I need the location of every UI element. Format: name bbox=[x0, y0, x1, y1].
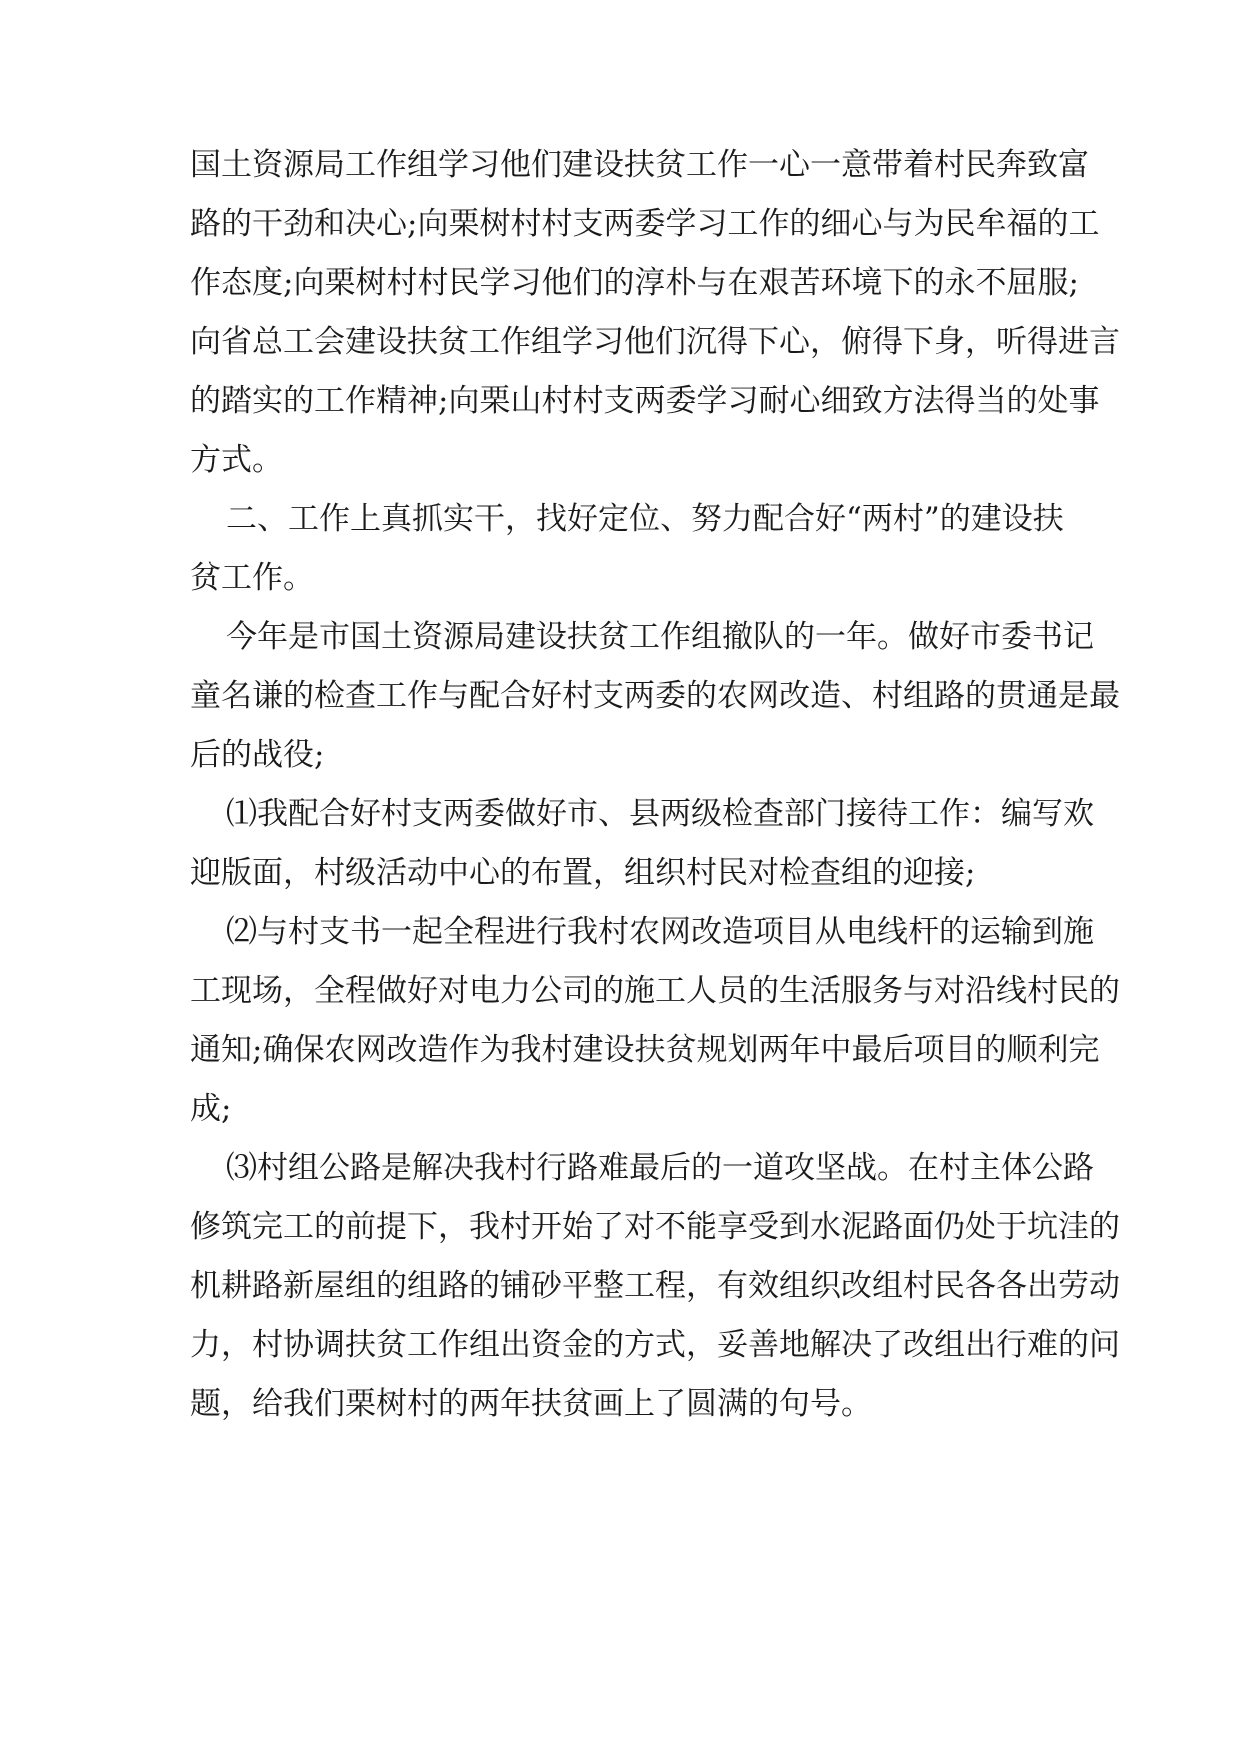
paragraph-line: 国土资源局工作组学习他们建设扶贫工作一心一意带着村民奔致富 bbox=[190, 147, 1089, 183]
paragraph-line: 路的干劲和决心;向栗树村村支两委学习工作的细心与为民牟福的工 bbox=[190, 206, 1100, 242]
list-item-line: ⑵与村支书一起全程进行我村农网改造项目从电线杆的运输到施 bbox=[226, 914, 1094, 950]
paragraph-line: 向省总工会建设扶贫工作组学习他们沉得下心，俯得下身，听得进言 bbox=[190, 324, 1120, 360]
list-item-line: 工现场，全程做好对电力公司的施工人员的生活服务与对沿线村民的 bbox=[190, 973, 1120, 1009]
list-item-line: 修筑完工的前提下，我村开始了对不能享受到水泥路面仍处于坑洼的 bbox=[190, 1209, 1120, 1245]
paragraph-line: 作态度;向栗树村村民学习他们的淳朴与在艰苦环境下的永不屈服; bbox=[190, 265, 1079, 301]
paragraph-line: 童名谦的检查工作与配合好村支两委的农网改造、村组路的贯通是最 bbox=[190, 678, 1120, 714]
list-item-line: ⑶村组公路是解决我村行路难最后的一道攻坚战。在村主体公路 bbox=[226, 1150, 1094, 1186]
paragraph-line: 今年是市国土资源局建设扶贫工作组撤队的一年。做好市委书记 bbox=[226, 619, 1094, 655]
list-item-line: 成; bbox=[190, 1091, 232, 1127]
list-item-line: 迎版面，村级活动中心的布置，组织村民对检查组的迎接; bbox=[190, 855, 976, 891]
section-heading-line: 二、工作上真抓实干，找好定位、努力配合好“两村”的建设扶 bbox=[226, 501, 1064, 537]
paragraph-line: 后的战役; bbox=[190, 737, 325, 773]
list-item-line: 题，给我们栗树村的两年扶贫画上了圆满的句号。 bbox=[190, 1386, 872, 1422]
section-heading-line: 贫工作。 bbox=[190, 560, 314, 596]
list-item-line: ⑴我配合好村支两委做好市、县两级检查部门接待工作：编写欢 bbox=[226, 796, 1094, 832]
list-item-line: 通知;确保农网改造作为我村建设扶贫规划两年中最后项目的顺利完 bbox=[190, 1032, 1100, 1068]
paragraph-line: 方式。 bbox=[190, 442, 283, 478]
list-item-line: 机耕路新屋组的组路的铺砂平整工程，有效组织改组村民各各出劳动 bbox=[190, 1268, 1120, 1304]
paragraph-line: 的踏实的工作精神;向栗山村村支两委学习耐心细致方法得当的处事 bbox=[190, 383, 1100, 419]
list-item-line: 力，村协调扶贫工作组出资金的方式，妥善地解决了改组出行难的问 bbox=[190, 1327, 1120, 1363]
